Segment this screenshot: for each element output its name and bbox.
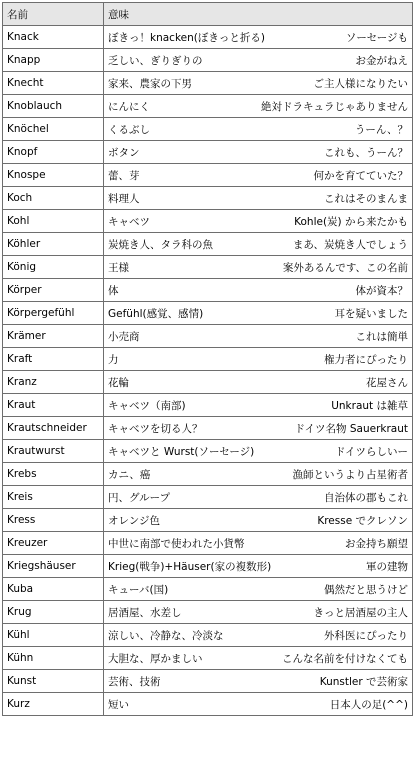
comment-text: こんな名前を付けなくても [282, 652, 408, 665]
table-row [3, 95, 413, 118]
comment-text: ドイツ名物 Sauerkraut [294, 422, 408, 435]
word-cell: Knöchel [3, 118, 104, 141]
meaning-cell [104, 164, 413, 187]
word-cell: Knapp [3, 49, 104, 72]
meaning-cell [104, 279, 413, 302]
meaning-text: 家来、農家の下男 [108, 77, 192, 90]
word-cell: Kriegshäuser [3, 555, 104, 578]
meaning-text: キャベツ [108, 215, 150, 228]
comment-text: これは簡単 [355, 330, 408, 343]
meaning-cell-content [108, 76, 408, 91]
word-cell: Kurz [3, 693, 104, 716]
comment-text: お金がねえ [355, 54, 408, 67]
meaning-cell [104, 417, 413, 440]
table-row [3, 601, 413, 624]
meaning-cell [104, 210, 413, 233]
table-row [3, 463, 413, 486]
meaning-cell-content [108, 122, 408, 137]
comment-text: うーん、？ [354, 123, 408, 136]
meaning-text: 居酒屋、水差し [108, 606, 182, 619]
comment-text: 案外あるんです、この名前 [282, 261, 408, 274]
comment-text: ご主人様になりたい [313, 77, 408, 90]
meaning-text: 力 [108, 353, 119, 366]
word-cell: Krämer [3, 325, 104, 348]
word-cell: Krautschneider [3, 417, 104, 440]
table-row [3, 187, 413, 210]
comment-text: 何かを育てていた？ [313, 169, 408, 182]
meaning-cell [104, 555, 413, 578]
comment-text: これも、うーん？ [324, 146, 408, 159]
table-row [3, 26, 413, 49]
comment-text: 軍の建物 [366, 560, 408, 573]
table-row [3, 578, 413, 601]
table-row [3, 325, 413, 348]
meaning-text: 円、グループ [108, 491, 171, 504]
meaning-cell-content [108, 30, 408, 45]
table-row [3, 624, 413, 647]
meaning-text: カニ、癌 [108, 468, 151, 481]
comment-text: 自治体の郡もこれ [324, 491, 408, 504]
meaning-text: オレンジ色 [108, 514, 160, 527]
meaning-cell [104, 647, 413, 670]
meaning-cell-content [108, 490, 408, 505]
table-row [3, 256, 413, 279]
table-row [3, 486, 413, 509]
table-body [3, 26, 413, 716]
meaning-cell-content [108, 53, 408, 68]
header-row [3, 3, 413, 26]
meaning-text: 王様 [108, 261, 129, 274]
meaning-text: キャベツと Wurst(ソーセージ) [108, 445, 255, 458]
comment-text: 体が資本？ [355, 284, 408, 297]
comment-text: 日本人の足(^^) [329, 698, 408, 711]
meaning-cell [104, 325, 413, 348]
meaning-cell-content [108, 352, 408, 367]
word-cell: Knoblauch [3, 95, 104, 118]
word-cell: Kühn [3, 647, 104, 670]
comment-text: ドイツらしいー [335, 445, 408, 458]
meaning-text: キャベツを切る人？ [108, 422, 203, 435]
meaning-cell [104, 187, 413, 210]
table-row [3, 279, 413, 302]
meaning-cell-content [108, 283, 408, 298]
table-row [3, 670, 413, 693]
meaning-cell-content [108, 467, 408, 482]
meaning-text: 蕾、芽 [108, 169, 140, 182]
meaning-text: 料理人 [108, 192, 140, 205]
word-cell: Kohl [3, 210, 104, 233]
meaning-text: 花輪 [108, 376, 129, 389]
comment-text: 偶然だと思うけど [324, 583, 408, 596]
table-row [3, 371, 413, 394]
word-cell: Kreuzer [3, 532, 104, 555]
meaning-cell-content [108, 582, 408, 597]
meaning-cell-content [108, 191, 408, 206]
comment-text: Kunstler で芸術家 [319, 675, 408, 688]
table-row [3, 440, 413, 463]
meaning-cell [104, 256, 413, 279]
table-row [3, 509, 413, 532]
meaning-cell-content [108, 168, 408, 183]
word-cell: Knospe [3, 164, 104, 187]
word-cell: Kraut [3, 394, 104, 417]
meaning-text: 涼しい、冷静な、冷淡な [108, 629, 224, 642]
meaning-text: ぼきっ！knacken(ぼきっと折る) [108, 31, 265, 44]
meaning-text: 炭焼き人、タラ科の魚 [108, 238, 213, 251]
comment-text: お金持ち願望 [345, 537, 408, 550]
meaning-cell-content [108, 513, 408, 528]
word-cell: Kraft [3, 348, 104, 371]
meaning-text: くるぶし [108, 123, 150, 136]
meaning-cell [104, 509, 413, 532]
meaning-text: Krieg(戦争)+Häuser(家の複数形) [108, 560, 272, 573]
comment-text: Kresse でクレソン [317, 514, 408, 527]
column-header-meaning: 意味 [104, 3, 413, 26]
meaning-cell [104, 440, 413, 463]
meaning-cell-content [108, 214, 408, 229]
comment-text: Unkraut は雑草 [331, 399, 408, 412]
meaning-text: 中世に南部で使われた小貨幣 [108, 537, 245, 550]
meaning-cell-content [108, 697, 408, 712]
comment-text: これはそのまんま [324, 192, 408, 205]
meaning-cell-content [108, 536, 408, 551]
word-cell: Köhler [3, 233, 104, 256]
comment-text: まあ、炭焼き人でしょう [292, 238, 408, 251]
table-row [3, 72, 413, 95]
meaning-cell [104, 532, 413, 555]
comment-text: 外科医にぴったり [324, 629, 408, 642]
meaning-text: にんにく [108, 100, 150, 113]
word-cell: König [3, 256, 104, 279]
table-row [3, 164, 413, 187]
meaning-text: 小売商 [108, 330, 140, 343]
meaning-cell [104, 394, 413, 417]
meaning-cell [104, 624, 413, 647]
meaning-cell [104, 371, 413, 394]
meaning-cell [104, 302, 413, 325]
meaning-cell [104, 486, 413, 509]
meaning-cell [104, 95, 413, 118]
meaning-cell-content [108, 260, 408, 275]
meaning-cell-content [108, 674, 408, 689]
meaning-cell-content [108, 237, 408, 252]
table-row [3, 210, 413, 233]
meaning-cell [104, 72, 413, 95]
comment-text: 絶対ドラキュラじゃありません [261, 100, 408, 113]
comment-text: 耳を疑いました [334, 307, 408, 320]
word-cell: Kress [3, 509, 104, 532]
word-cell: Knopf [3, 141, 104, 164]
meaning-text: キャベツ（南部) [108, 399, 186, 412]
comment-text: 漁師というより占星術者 [292, 468, 408, 481]
word-cell: Kunst [3, 670, 104, 693]
comment-text: 権力者にぴったり [324, 353, 408, 366]
meaning-cell [104, 463, 413, 486]
meaning-cell [104, 693, 413, 716]
table-row [3, 417, 413, 440]
meaning-cell-content [108, 329, 408, 344]
meaning-cell [104, 118, 413, 141]
table-row [3, 532, 413, 555]
table-row [3, 118, 413, 141]
meaning-cell [104, 49, 413, 72]
meaning-cell-content [108, 145, 408, 160]
comment-text: ソーセージも [345, 31, 408, 44]
meaning-text: 乏しい、ぎりぎりの [108, 54, 203, 67]
meaning-text: 芸術、技術 [108, 675, 161, 688]
word-cell: Koch [3, 187, 104, 210]
table-row [3, 49, 413, 72]
meaning-cell-content [108, 651, 408, 666]
meaning-cell-content [108, 375, 408, 390]
meaning-cell-content [108, 559, 408, 574]
meaning-text: 短い [108, 698, 129, 711]
table-row [3, 348, 413, 371]
meaning-cell-content [108, 421, 408, 436]
comment-text: Kohle(炭) から来たかも [294, 215, 408, 228]
table-row [3, 693, 413, 716]
table-row [3, 141, 413, 164]
meaning-cell-content [108, 99, 408, 114]
word-cell: Krautwurst [3, 440, 104, 463]
meaning-text: キューバ(国) [108, 583, 169, 596]
table-row [3, 647, 413, 670]
word-cell: Krug [3, 601, 104, 624]
column-header-name: 名前 [3, 3, 104, 26]
word-cell: Krebs [3, 463, 104, 486]
meaning-cell [104, 233, 413, 256]
name-meaning-table [2, 2, 413, 716]
meaning-cell [104, 26, 413, 49]
word-cell: Knecht [3, 72, 104, 95]
meaning-cell-content [108, 306, 408, 321]
meaning-cell [104, 670, 413, 693]
word-cell: Knack [3, 26, 104, 49]
comment-text: 花屋さん [366, 376, 408, 389]
word-cell: Körpergefühl [3, 302, 104, 325]
meaning-text: 大胆な、厚かましい [108, 652, 203, 665]
meaning-cell [104, 348, 413, 371]
word-cell: Körper [3, 279, 104, 302]
word-cell: Kranz [3, 371, 104, 394]
table-row [3, 555, 413, 578]
meaning-text: ボタン [108, 146, 140, 159]
table-row [3, 233, 413, 256]
meaning-cell-content [108, 444, 408, 459]
meaning-cell [104, 578, 413, 601]
meaning-text: Gefühl(感覚、感情) [108, 307, 204, 320]
table-row [3, 394, 413, 417]
word-cell: Kreis [3, 486, 104, 509]
meaning-cell [104, 141, 413, 164]
meaning-cell-content [108, 605, 408, 620]
meaning-cell-content [108, 628, 408, 643]
meaning-cell [104, 601, 413, 624]
word-cell: Kühl [3, 624, 104, 647]
comment-text: きっと居酒屋の主人 [313, 606, 408, 619]
table-row [3, 302, 413, 325]
meaning-cell-content [108, 398, 408, 413]
meaning-text: 体 [108, 284, 119, 297]
word-cell: Kuba [3, 578, 104, 601]
